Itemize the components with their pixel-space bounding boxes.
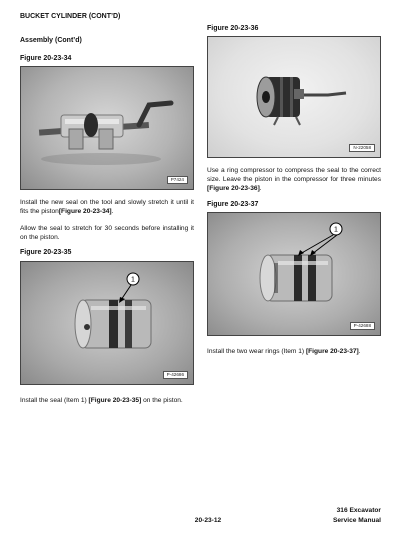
figure-20-23-34-caption: Figure 20-23-34 <box>20 55 72 62</box>
figure-20-23-35-photo <box>20 261 194 385</box>
section-title: BUCKET CYLINDER (CONT’D) <box>20 13 121 20</box>
figure-20-23-37-code: P-42688 <box>350 322 375 330</box>
figure-20-23-36-code: N-22058 <box>349 144 375 152</box>
figure-20-23-35-code: P-42686 <box>163 371 188 379</box>
figure-20-23-34-photo <box>20 66 194 190</box>
paragraph-allow-seal-stretch: Allow the seal to stretch for 30 seconds before installing it on the piston. <box>20 225 194 241</box>
ring-compressor-image <box>208 37 381 158</box>
seal-stretch-tool-image <box>21 67 194 190</box>
figure-20-23-35-caption: Figure 20-23-35 <box>20 249 72 256</box>
piston-with-seal-image <box>21 262 194 385</box>
figure-20-23-37-photo <box>207 212 381 336</box>
paragraph-install-seal-piston: Install the seal (Item 1) [Figure 20-23-35] on the piston. <box>20 397 183 404</box>
footer-model: 316 Excavator <box>336 507 381 514</box>
figure-20-23-34-code: P7424 <box>167 176 188 184</box>
page-number: 20-23-12 <box>194 517 222 524</box>
paragraph-ring-compressor: Use a ring compressor to compress the seal to the correct size. Leave the piston in the compressor for three minutes [Figure 20-23-36]. <box>207 167 381 192</box>
figure-20-23-36-caption: Figure 20-23-36 <box>207 25 259 32</box>
paragraph-install-wear-rings: Install the two wear rings (Item 1) [Figure 20-23-37]. <box>207 348 361 355</box>
callout-1-label: 1 <box>131 276 135 284</box>
callout-1-label: 1 <box>334 226 338 234</box>
figure-20-23-37-caption: Figure 20-23-37 <box>207 201 259 208</box>
figure-20-23-36-photo <box>207 36 381 158</box>
paragraph-install-seal-tool: Install the new seal on the tool and slowly stretch it until it fits the piston[Figure 20-23-34]. <box>20 199 194 215</box>
footer-manual: Service Manual <box>332 517 381 524</box>
piston-wear-rings-image <box>208 213 381 336</box>
subsection-title: Assembly (Cont’d) <box>20 37 82 44</box>
